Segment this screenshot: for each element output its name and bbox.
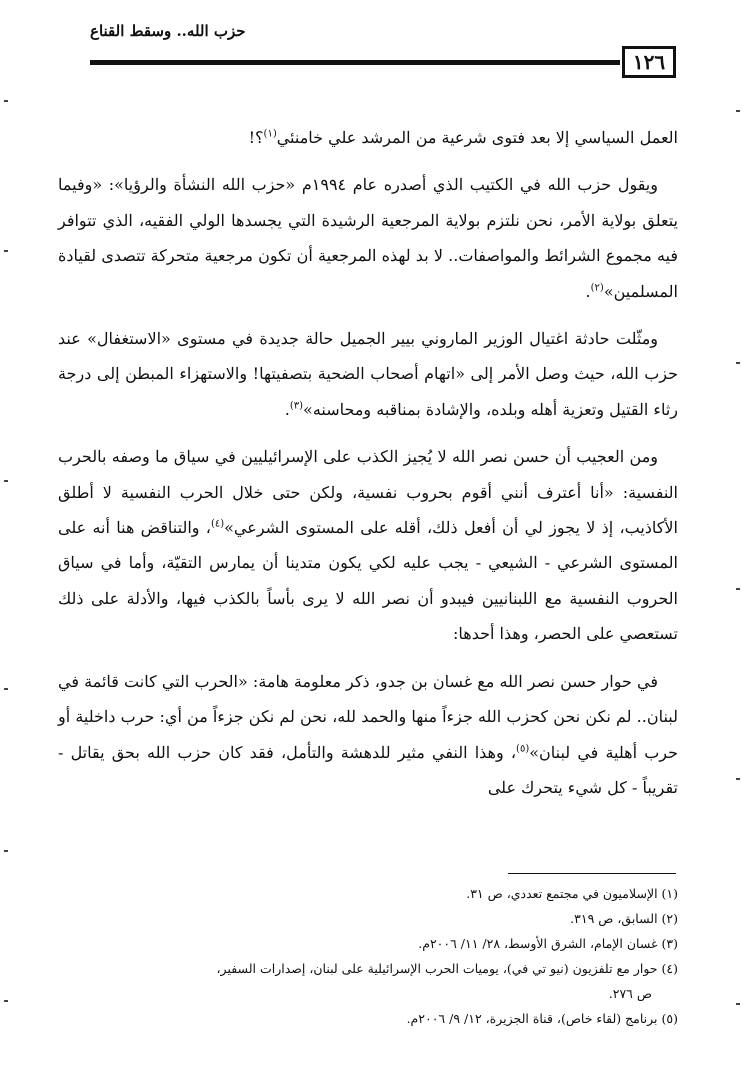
footnote-ref[interactable]: (٣)	[289, 400, 304, 412]
margin-mark	[4, 100, 8, 102]
footnote: (٢) السابق، ص ٣١٩.	[570, 911, 678, 926]
footnote-continuation: ص ٢٧٦.	[608, 986, 652, 1001]
margin-mark	[4, 250, 8, 252]
paragraph: ويقول حزب الله في الكتيب الذي أصدره عام ١٩٩٤م «حزب الله النشأة والرؤيا»: «وفيما يتعلق بولاية الأمر، نحن نلتزم بولاية المرجعية الرشيدة التي يجسدها الولي الفقيه، الذي تتوافر فيه مجموع الشرائط والمواصفات.. لا بد لهذه المرجعية أن تكون مرجعية متحركة تتصدى لقيادة المسلمين»$^{(٢)}$.	[58, 175, 679, 301]
header-rule	[90, 60, 620, 65]
footnote: (١) الإسلاميون في مجتمع تعددي، ص ٣١.	[466, 886, 678, 901]
footnote-ref[interactable]: (٥)	[516, 743, 530, 755]
page-number-box	[622, 46, 676, 78]
running-title: حزب الله.. وسقط القناع	[90, 22, 246, 40]
footnote-ref[interactable]: (١)	[263, 128, 277, 140]
margin-mark	[4, 1000, 8, 1002]
margin-mark	[736, 588, 740, 590]
footnotes	[58, 881, 678, 1031]
footnote: (٤) حوار مع تلفزيون (نيو تي في)، يوميات الحرب الإسرائيلية على لبنان، إصدارات السفير،	[216, 961, 678, 976]
margin-mark	[4, 850, 8, 852]
margin-mark	[736, 110, 740, 112]
paragraph: في حوار حسن نصر الله مع غسان بن جدو، ذكر معلومة هامة: «الحرب التي كانت قائمة في لبنان.. لم نكن نحن كحزب الله جزءاً منها والحمد لله، نحن لم نكن جزءاً من أي: حرب داخلية أو حرب أهلية في لبنان»$^{(٥)}$، وهذا النفي مثير للدهشة والتأمل، فقد كان حزب الله بحق يقاتل - تقريباً - كل شيء يتحرك على	[58, 671, 678, 797]
body-text	[58, 120, 678, 817]
margin-mark	[736, 1003, 740, 1005]
footnote: (٥) برنامج (لقاء خاص)، قناة الجزيرة، ١٢/ ٩/ ٢٠٠٦م.	[406, 1011, 678, 1026]
footnote-ref[interactable]: (٤)	[210, 518, 225, 530]
footnote: (٣) غسان الإمام، الشرق الأوسط، ٢٨/ ١١/ ٢٠٠٦م.	[418, 936, 678, 951]
margin-mark	[4, 480, 8, 482]
page-number: ١٢٦	[632, 50, 666, 74]
paragraph: ومثّلت حادثة اغتيال الوزير الماروني بيير الجميل حالة جديدة في مستوى «الاستغفال» عند حزب الله، حيث وصل الأمر إلى «اتهام أصحاب الضحية بتصفيتها! والاستهزاء المبطن إلى درجة رثاء القتيل وتعزية أهله وبلده، والإشادة بمناقبه ومحاسنه»$^{(٣)}$.	[58, 329, 678, 419]
footnote-separator	[508, 873, 676, 874]
footnote-ref[interactable]: (٢)	[590, 282, 604, 294]
paragraph: ومن العجيب أن حسن نصر الله لا يُجيز الكذب على الإسرائيليين في سياق ما وصفه بالحرب النفسية: «أنا أعترف أنني أقوم بحروب نفسية، ولكن حتى خلال الحرب النفسية لا أطلق الأكاذيب، إذ لا يجوز لي أن أفعل ذلك، أقله على المستوى الشرعي»$^{(٤)}$، والتناقض هنا أنه على المستوى الشرعي - الشيعي - يجب عليه لكي يكون متدينا أن يمارس التقيّة، وأما في سياق الحروب النفسية مع اللبنانيين فيبدو أن نصر الله لا يرى بأساً بالكذب فيها، والأدلة على ذلك تستعصي على الحصر، وهذا أحدها:	[58, 447, 678, 644]
paragraph: العمل السياسي إلا بعد فتوى شرعية من المرشد علي خامنئي$^{(١)}$؟!	[248, 128, 678, 147]
margin-mark	[736, 778, 740, 780]
margin-mark	[736, 362, 740, 364]
margin-mark	[4, 688, 8, 690]
